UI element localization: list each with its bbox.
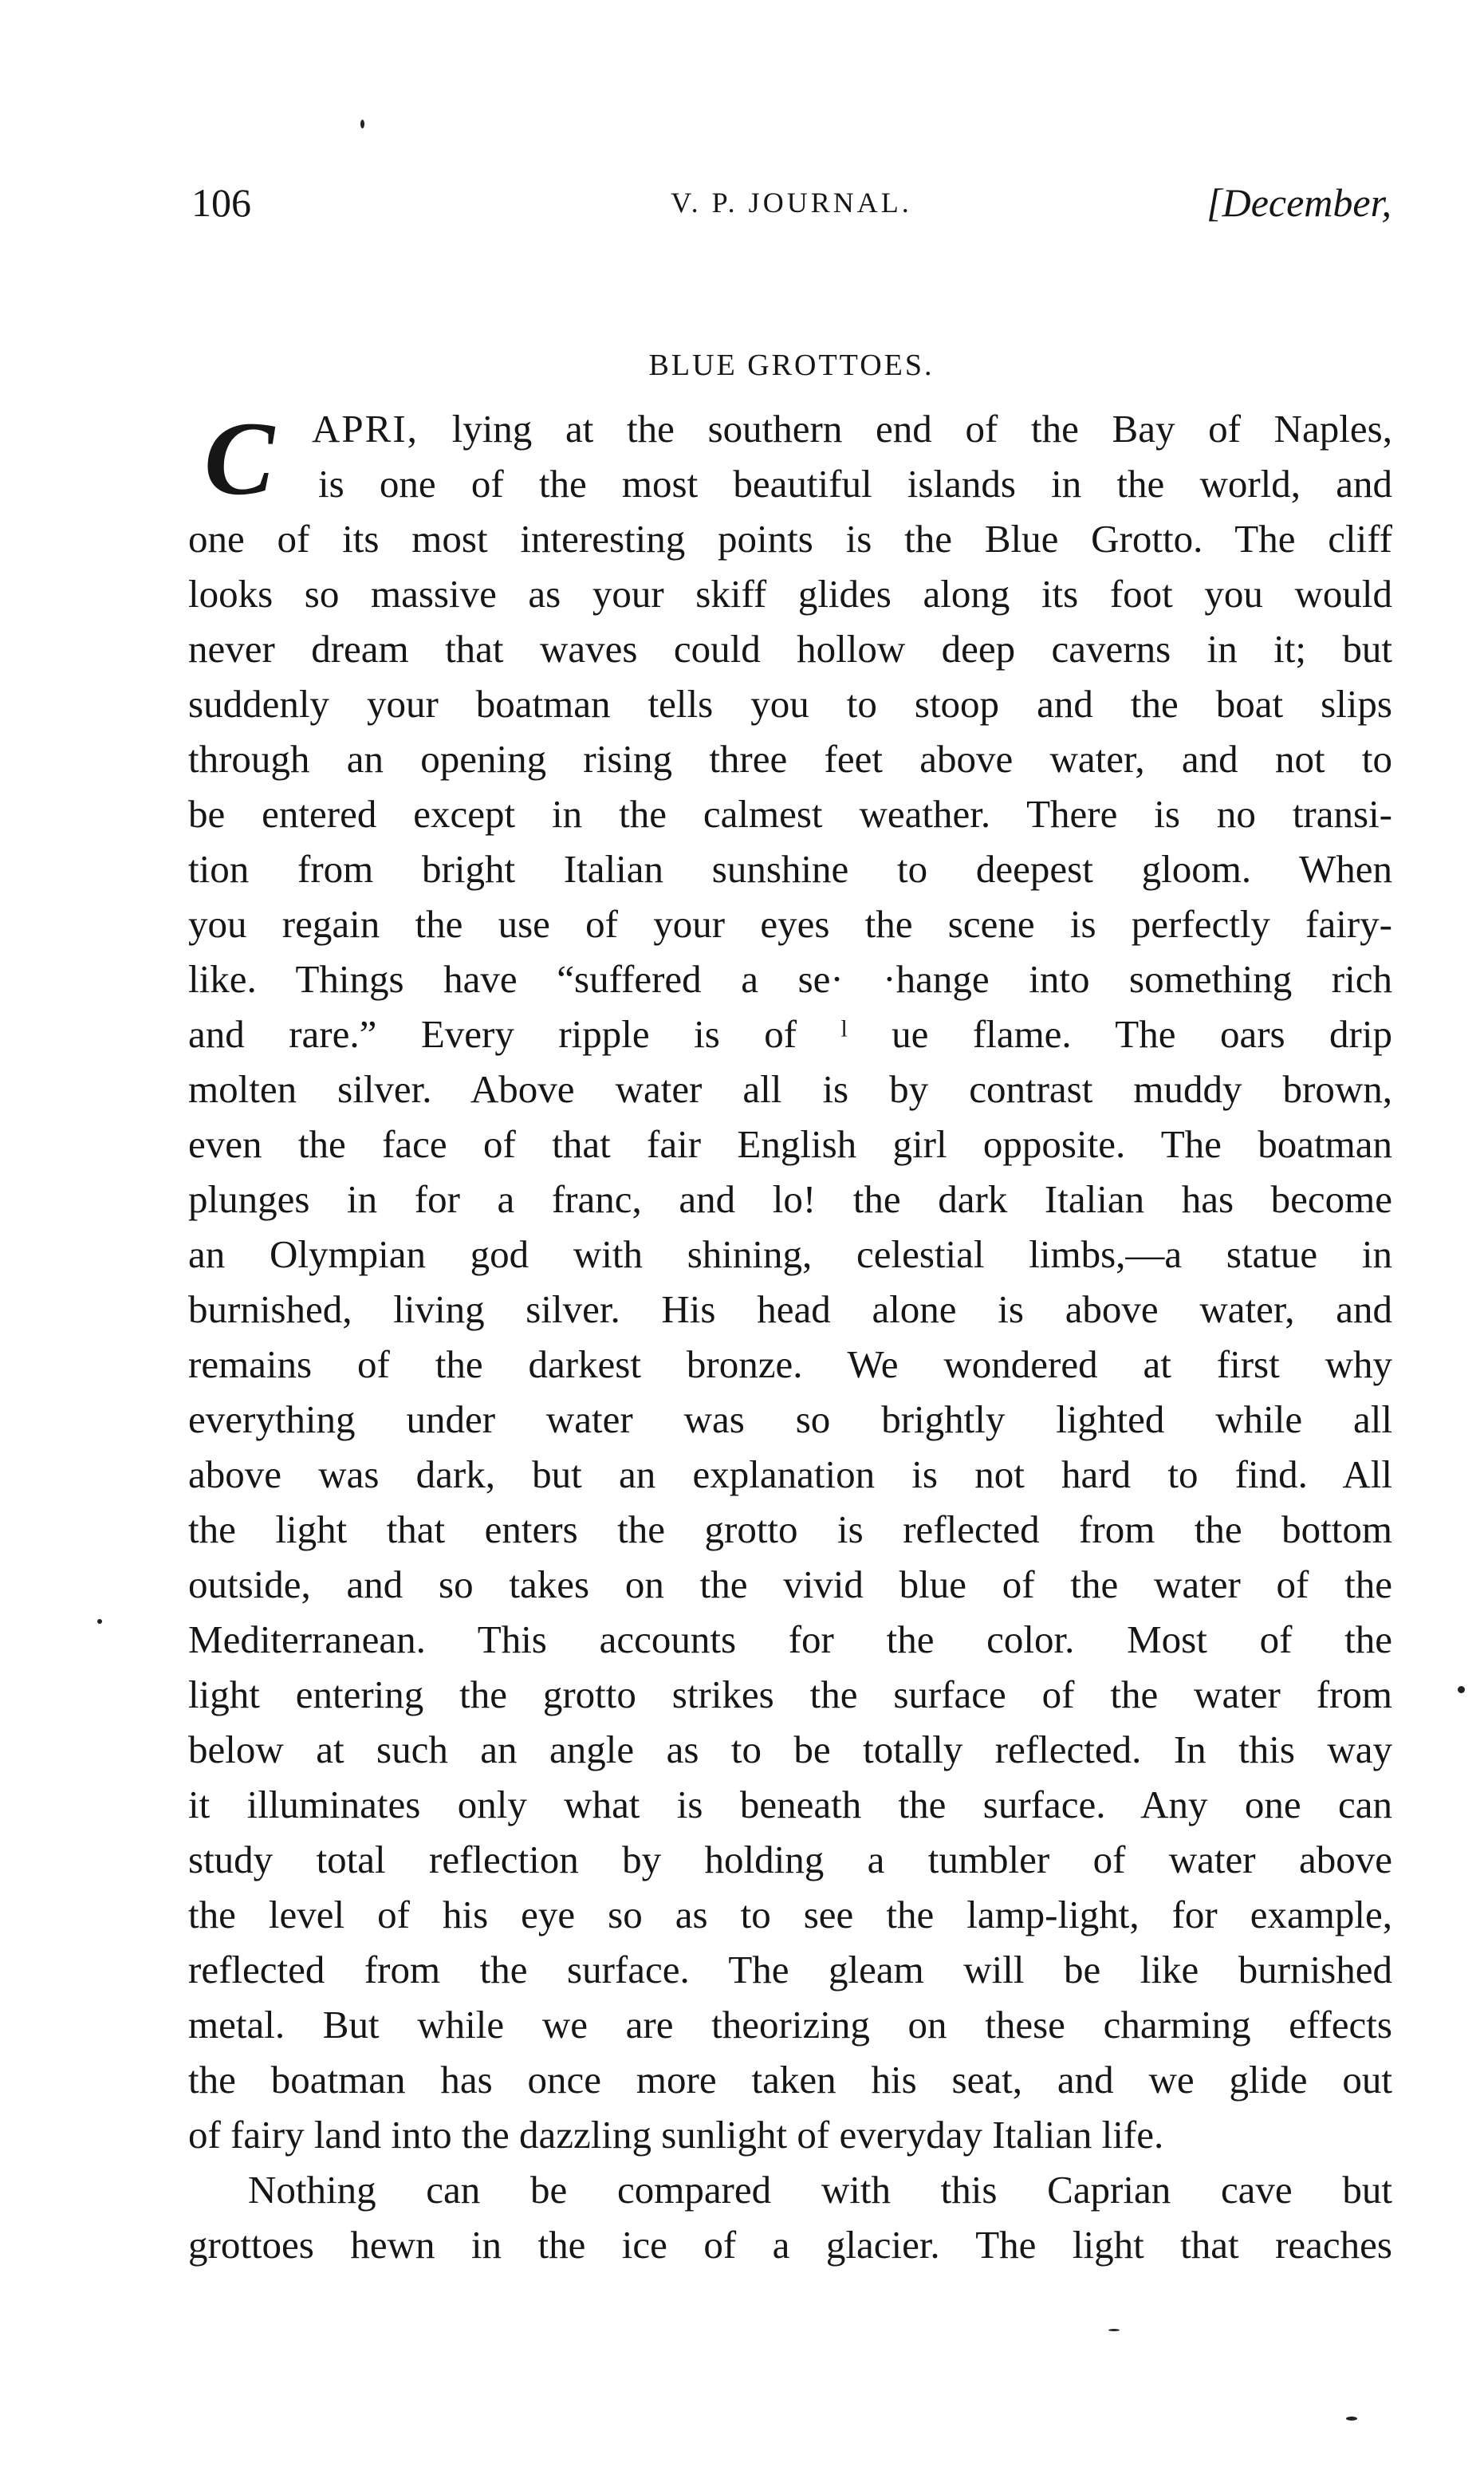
text-line: APRI, lying at the southern end of the Bay of Naples, — [312, 407, 1392, 451]
text-line: even the face of that fair English girl opposite. The boatman — [188, 1122, 1392, 1166]
text-line: remains of the darkest bronze. We wondered at first why — [188, 1342, 1392, 1386]
paragraph-end-line: of fairy land into the dazzling sunlight of everyday Italian life. — [188, 2113, 1164, 2157]
text-line: the boatman has once more taken his seat, and we glide out — [188, 2058, 1392, 2102]
text-line: the level of his eye so as to see the lamp-light, for example, — [188, 1893, 1392, 1936]
paragraph-start-line: Nothing can be compared with this Caprian cave but — [248, 2168, 1392, 2212]
text-line: Mediterranean. This accounts for the color. Most of the — [188, 1617, 1392, 1661]
speck-mark — [1346, 2417, 1357, 2421]
text-line: metal. But while we are theorizing on these charming effects — [188, 2003, 1392, 2047]
text-line: one of its most interesting points is the Blue Grotto. The cliff — [188, 517, 1392, 561]
text-line: plunges in for a franc, and lo! the dark Italian has become — [188, 1177, 1392, 1221]
drop-cap: C — [204, 400, 275, 517]
speck-mark — [97, 1619, 102, 1624]
first-word: APRI, — [312, 407, 419, 451]
text-line: molten silver. Above water all is by contrast muddy brown, — [188, 1067, 1392, 1111]
article-title: BLUE GROTTOES. — [648, 349, 935, 382]
text-line: an Olympian god with shining, celestial limbs,—a statue in — [188, 1232, 1392, 1276]
text-line: through an opening rising three feet above water, and not to — [188, 737, 1392, 781]
running-title: V. P. JOURNAL. — [671, 187, 912, 219]
text-line: tion from bright Italian sunshine to deepest gloom. When — [188, 847, 1392, 891]
text-line: suddenly your boatman tells you to stoop and the boat slips — [188, 682, 1392, 726]
running-month: [December, — [1206, 180, 1391, 225]
text-line: you regain the use of your eyes the scene is perfectly fairy- — [188, 902, 1392, 946]
text-line: study total reflection by holding a tumbler of water above — [188, 1838, 1392, 1881]
text-line: grottoes hewn in the ice of a glacier. The light that reaches — [188, 2223, 1392, 2267]
text-line: the light that enters the grotto is reflected from the bottom — [188, 1507, 1392, 1551]
text-line: everything under water was so brightly lighted while all — [188, 1397, 1392, 1441]
text-line: it illuminates only what is beneath the surface. Any one can — [188, 1783, 1392, 1826]
speck-mark — [1458, 1686, 1465, 1693]
text-line: is one of the most beautiful islands in the world, and — [318, 462, 1392, 506]
text-line: never dream that waves could hollow deep caverns in it; but — [188, 627, 1392, 671]
running-header — [191, 177, 1391, 228]
text-line: reflected from the surface. The gleam will be like burnished — [188, 1948, 1392, 1991]
page-number: 106 — [191, 180, 251, 225]
text-line: light entering the grotto strikes the surface of the water from — [188, 1672, 1392, 1716]
text-line: below at such an angle as to be totally reflected. In this way — [188, 1728, 1392, 1771]
speck-mark — [360, 120, 364, 128]
text-line: looks so massive as your skiff glides along its foot you would — [188, 572, 1392, 616]
speck-mark — [1108, 2329, 1120, 2331]
article-body — [188, 401, 1392, 2272]
text-line: outside, and so takes on the vivid blue of the water of the — [188, 1562, 1392, 1606]
text-line: and rare.” Every ripple is of ˡ ue flame. The oars drip — [188, 1012, 1392, 1056]
text-line: burnished, living silver. His head alone is above water, and — [188, 1287, 1392, 1331]
text-line: be entered except in the calmest weather. There is no transi- — [188, 792, 1392, 836]
text-line: above was dark, but an explanation is not hard to find. All — [188, 1452, 1392, 1496]
text-line: like. Things have “suffered a se· ·hange into something rich — [188, 957, 1392, 1001]
